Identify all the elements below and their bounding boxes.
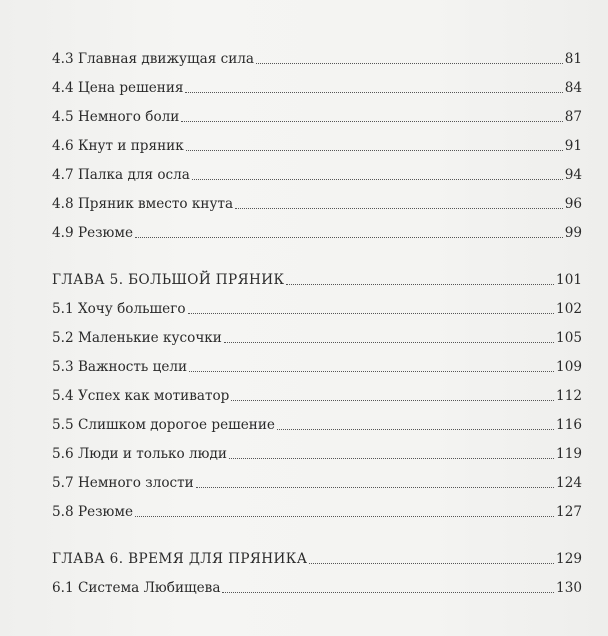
toc-entry [52, 567, 582, 596]
dot-leader [196, 486, 554, 488]
toc-entry-title: 5.8 Резюме [52, 504, 133, 521]
dot-leader [231, 399, 554, 401]
toc-entry [52, 462, 582, 491]
toc-entry [52, 433, 582, 462]
toc-chapter-title: ГЛАВА 6. ВРЕМЯ ДЛЯ ПРЯНИКА [52, 551, 308, 568]
dot-leader [188, 312, 555, 314]
toc-entry-page: 84 [564, 80, 582, 97]
dot-leader [135, 515, 554, 517]
dot-leader [192, 178, 563, 180]
toc-entry-page: 99 [564, 225, 582, 242]
toc-entry-title: 4.7 Палка для осла [52, 167, 190, 184]
toc-entry [52, 125, 582, 154]
toc-entry-page: 81 [564, 51, 582, 68]
toc-entry [52, 346, 582, 375]
toc-entry [52, 96, 582, 125]
toc-chapter-page: 129 [556, 551, 582, 568]
toc-entry-page: 96 [564, 196, 582, 213]
dot-leader [256, 62, 563, 64]
toc-entry-title: 5.5 Слишком дорогое решение [52, 417, 275, 434]
toc-entry [52, 491, 582, 520]
dot-leader [229, 457, 554, 459]
dot-leader [309, 562, 554, 564]
toc-entry [52, 288, 582, 317]
toc-entry-page: 94 [564, 167, 582, 184]
toc-entry-title: 5.3 Важность цели [52, 359, 188, 376]
toc-entry-title: 5.1 Хочу большего [52, 301, 186, 318]
toc-entry-title: 4.6 Кнут и пряник [52, 138, 184, 155]
toc-chapter-page: 101 [556, 272, 582, 289]
toc-entry [52, 154, 582, 183]
toc-entry-page: 112 [556, 388, 582, 405]
dot-leader [181, 120, 562, 122]
toc-entry-page: 91 [564, 138, 582, 155]
toc-chapter-heading [52, 538, 582, 567]
toc-entry-page: 116 [556, 417, 582, 434]
toc-entry-title: 4.3 Главная движущая сила [52, 51, 255, 68]
toc-entry-title: 4.4 Цена решения [52, 80, 184, 97]
toc-entry [52, 375, 582, 404]
toc-entry-page: 127 [556, 504, 582, 521]
dot-leader [189, 370, 554, 372]
table-of-contents [52, 38, 582, 596]
toc-entry-page: 109 [556, 359, 582, 376]
toc-entry-page: 105 [556, 330, 582, 347]
toc-entry [52, 67, 582, 96]
dot-leader [135, 236, 563, 238]
toc-entry-page: 102 [556, 301, 582, 318]
dot-leader [286, 283, 554, 285]
dot-leader [185, 91, 562, 93]
toc-entry-page: 124 [556, 475, 582, 492]
toc-entry-page: 119 [556, 446, 582, 463]
toc-entry-page: 87 [564, 109, 582, 126]
dot-leader [224, 341, 554, 343]
dot-leader [222, 591, 554, 593]
toc-chapter-heading [52, 259, 582, 288]
toc-entry [52, 212, 582, 241]
dot-leader [186, 149, 563, 151]
toc-entry-title: 5.4 Успех как мотиватор [52, 388, 230, 405]
dot-leader [235, 207, 563, 209]
toc-entry-title: 5.7 Немного злости [52, 475, 194, 492]
toc-entry [52, 317, 582, 346]
toc-entry-title: 5.6 Люди и только люди [52, 446, 227, 463]
toc-entry-title: 5.2 Маленькие кусочки [52, 330, 222, 347]
toc-chapter-title: ГЛАВА 5. БОЛЬШОЙ ПРЯНИК [52, 272, 285, 289]
toc-entry-page: 130 [556, 580, 582, 597]
toc-entry [52, 183, 582, 212]
toc-entry-title: 4.5 Немного боли [52, 109, 180, 126]
toc-entry [52, 38, 582, 67]
toc-entry [52, 404, 582, 433]
dot-leader [277, 428, 554, 430]
toc-entry-title: 4.9 Резюме [52, 225, 133, 242]
toc-entry-title: 6.1 Система Любищева [52, 580, 221, 597]
toc-entry-title: 4.8 Пряник вместо кнута [52, 196, 234, 213]
